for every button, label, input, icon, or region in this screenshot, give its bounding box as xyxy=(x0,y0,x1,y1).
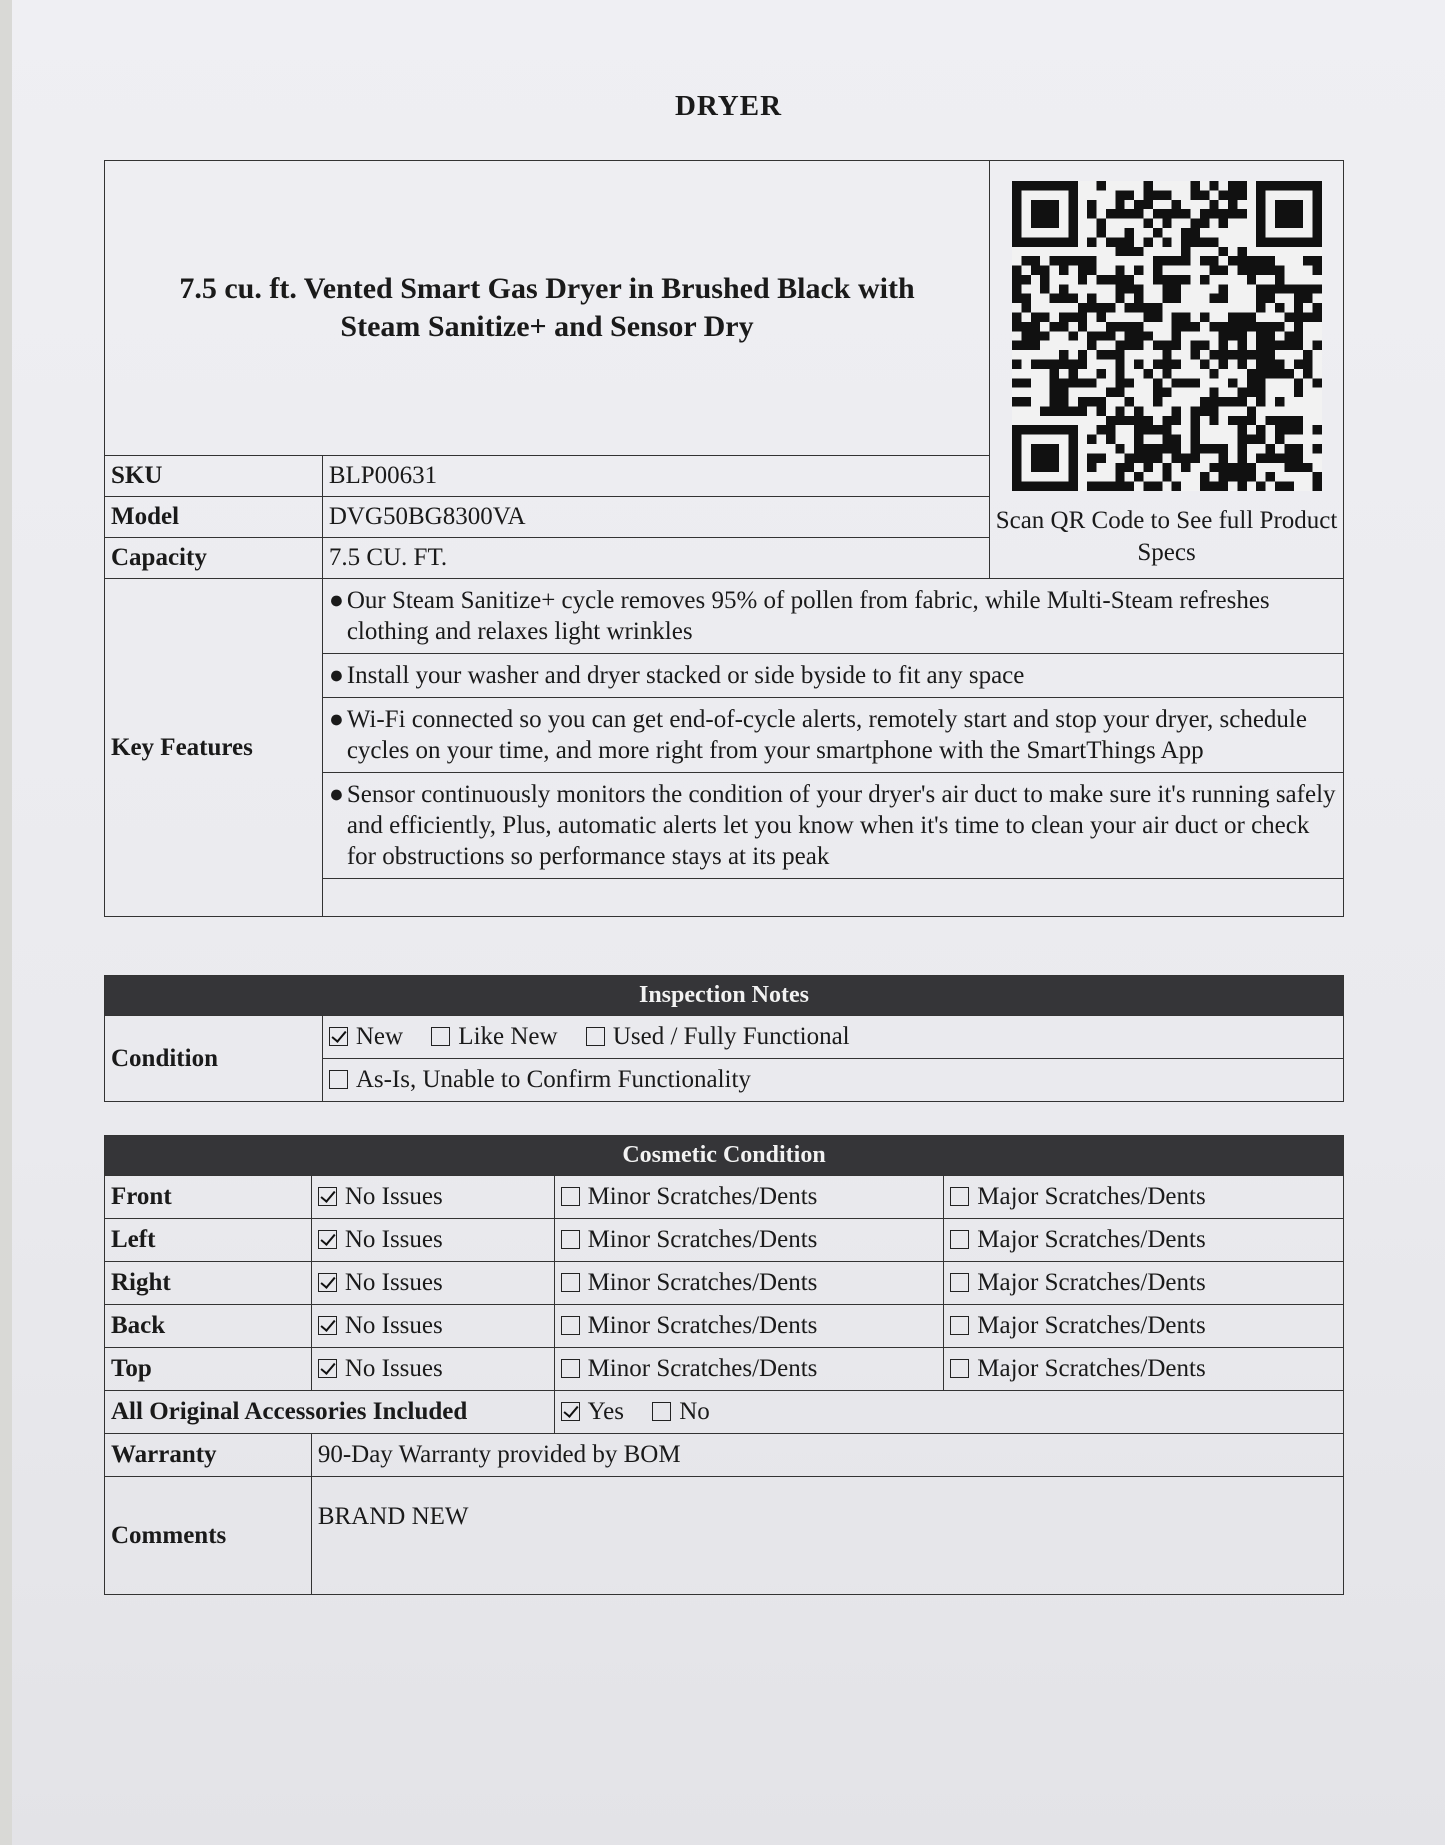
cosmetic-row-label: Top xyxy=(105,1348,312,1391)
cosmetic-option-label: Major Scratches/Dents xyxy=(977,1269,1206,1296)
checkbox[interactable] xyxy=(950,1316,969,1335)
cosmetic-option-label: Major Scratches/Dents xyxy=(977,1226,1206,1253)
condition-label: Condition xyxy=(105,1016,323,1102)
cosmetic-row-label: Left xyxy=(105,1219,312,1262)
cosmetic-option[interactable] xyxy=(944,1262,1344,1305)
condition-option-as-is[interactable]: As-Is, Unable to Confirm Functionality xyxy=(329,1066,751,1093)
cosmetic-table xyxy=(104,1135,1344,1595)
checkbox[interactable] xyxy=(318,1187,337,1206)
inspection-header: Inspection Notes xyxy=(105,976,1344,1016)
cosmetic-option[interactable] xyxy=(554,1176,944,1219)
cosmetic-row xyxy=(105,1176,1344,1219)
condition-option-used[interactable]: Used / Fully Functional xyxy=(586,1023,850,1050)
spec-label-capacity: Capacity xyxy=(105,538,323,579)
key-features-label: Key Features xyxy=(105,579,323,917)
checkbox[interactable] xyxy=(318,1316,337,1335)
document-title: DRYER xyxy=(674,90,783,122)
comments-label: Comments xyxy=(105,1477,312,1595)
warranty-label: Warranty xyxy=(105,1434,312,1477)
checkbox[interactable] xyxy=(561,1187,580,1206)
checkbox[interactable] xyxy=(561,1230,580,1249)
checkbox[interactable] xyxy=(561,1316,580,1335)
comments-value: BRAND NEW xyxy=(311,1477,1343,1595)
checkbox[interactable] xyxy=(950,1230,969,1249)
cosmetic-option-label: Minor Scratches/Dents xyxy=(587,1226,818,1253)
checkbox[interactable] xyxy=(561,1273,580,1292)
checkbox[interactable] xyxy=(950,1359,969,1378)
checkbox[interactable] xyxy=(950,1273,969,1292)
cosmetic-option[interactable] xyxy=(554,1219,944,1262)
checkbox[interactable] xyxy=(318,1273,337,1292)
qr-cell xyxy=(990,161,1344,579)
condition-option-new[interactable]: New xyxy=(329,1023,403,1050)
checkbox-yes[interactable] xyxy=(561,1402,580,1421)
accessories-yes[interactable]: Yes xyxy=(561,1398,624,1425)
inspection-table xyxy=(104,975,1344,1102)
condition-options-row2 xyxy=(322,1059,1343,1102)
cosmetic-row-label: Right xyxy=(105,1262,312,1305)
checkbox-as-is[interactable] xyxy=(329,1070,348,1089)
bullet-icon: ● xyxy=(328,781,344,808)
cosmetic-option-label: Major Scratches/Dents xyxy=(977,1183,1206,1210)
cosmetic-header: Cosmetic Condition xyxy=(105,1136,1344,1176)
qr-code-icon[interactable] xyxy=(1012,181,1322,491)
checkbox-no[interactable] xyxy=(652,1402,671,1421)
feature-item: ● Our Steam Sanitize+ cycle removes 95% of pollen from fabric, while Multi-Steam refreshes clothing and relaxes light wrinkles xyxy=(322,579,1343,654)
product-name: 7.5 cu. ft. Vented Smart Gas Dryer in Brushed Black with Steam Sanitize+ and Sensor Dry xyxy=(105,161,990,456)
cosmetic-option-label: No Issues xyxy=(344,1269,443,1296)
feature-item: ● Wi-Fi connected so you can get end-of-cycle alerts, remotely start and stop your dryer, schedule cycles on your time, and more right from your smartphone with the SmartThings App xyxy=(322,698,1343,773)
qr-caption: Scan QR Code to See full Product Specs xyxy=(995,507,1338,566)
cosmetic-option[interactable] xyxy=(311,1219,554,1262)
cosmetic-option[interactable] xyxy=(311,1305,554,1348)
cosmetic-row-label: Front xyxy=(105,1176,312,1219)
condition-option-like-new[interactable]: Like New xyxy=(431,1023,557,1050)
cosmetic-row xyxy=(105,1262,1344,1305)
accessories-label: All Original Accessories Included xyxy=(105,1391,555,1434)
checkbox-like-new[interactable] xyxy=(431,1027,450,1046)
bullet-icon: ● xyxy=(328,587,344,614)
cosmetic-option-label: Major Scratches/Dents xyxy=(977,1312,1206,1339)
warranty-value: 90-Day Warranty provided by BOM xyxy=(311,1434,1343,1477)
spec-value-sku: BLP00631 xyxy=(322,456,989,497)
cosmetic-option-label: Minor Scratches/Dents xyxy=(587,1269,818,1296)
checkbox-new[interactable] xyxy=(329,1027,348,1046)
cosmetic-option-label: No Issues xyxy=(344,1355,443,1382)
cosmetic-option[interactable] xyxy=(311,1176,554,1219)
cosmetic-option[interactable] xyxy=(944,1219,1344,1262)
spec-label-sku: SKU xyxy=(105,456,323,497)
cosmetic-option-label: Minor Scratches/Dents xyxy=(587,1312,818,1339)
accessories-no[interactable]: No xyxy=(652,1398,710,1425)
cosmetic-row xyxy=(105,1348,1344,1391)
cosmetic-row-label: Back xyxy=(105,1305,312,1348)
accessories-options xyxy=(554,1391,1343,1434)
spec-value-capacity: 7.5 CU. FT. xyxy=(322,538,989,579)
cosmetic-option[interactable] xyxy=(554,1348,944,1391)
bullet-icon: ● xyxy=(328,706,344,733)
paper-sheet xyxy=(12,0,1445,1845)
bullet-icon: ● xyxy=(328,662,344,689)
condition-options-row1 xyxy=(322,1016,1343,1059)
checkbox-used[interactable] xyxy=(586,1027,605,1046)
cosmetic-option-label: Minor Scratches/Dents xyxy=(587,1183,818,1210)
cosmetic-option-label: No Issues xyxy=(344,1312,443,1339)
checkbox[interactable] xyxy=(950,1187,969,1206)
cosmetic-option[interactable] xyxy=(944,1305,1344,1348)
cosmetic-option[interactable] xyxy=(944,1176,1344,1219)
cosmetic-option-label: Minor Scratches/Dents xyxy=(587,1355,818,1382)
cosmetic-option[interactable] xyxy=(944,1348,1344,1391)
spec-value-model: DVG50BG8300VA xyxy=(322,497,989,538)
feature-item: ● Sensor continuously monitors the condition of your dryer's air duct to make sure it's running safely and efficiently, Plus, automatic alerts let you know when it's time to clean your air duct or check for obstructions so performance stays at its peak xyxy=(322,773,1343,879)
product-table xyxy=(104,160,1344,917)
feature-item: ● Install your washer and dryer stacked or side byside to fit any space xyxy=(322,654,1343,698)
checkbox[interactable] xyxy=(561,1359,580,1378)
checkbox[interactable] xyxy=(318,1230,337,1249)
cosmetic-option[interactable] xyxy=(311,1262,554,1305)
cosmetic-row xyxy=(105,1219,1344,1262)
cosmetic-row xyxy=(105,1305,1344,1348)
cosmetic-option[interactable] xyxy=(554,1262,944,1305)
cosmetic-option-label: No Issues xyxy=(344,1226,443,1253)
cosmetic-option-label: No Issues xyxy=(344,1183,443,1210)
cosmetic-option[interactable] xyxy=(554,1305,944,1348)
spec-label-model: Model xyxy=(105,497,323,538)
checkbox[interactable] xyxy=(318,1359,337,1378)
cosmetic-option[interactable] xyxy=(311,1348,554,1391)
feature-empty-row xyxy=(322,879,1343,917)
cosmetic-option-label: Major Scratches/Dents xyxy=(977,1355,1206,1382)
